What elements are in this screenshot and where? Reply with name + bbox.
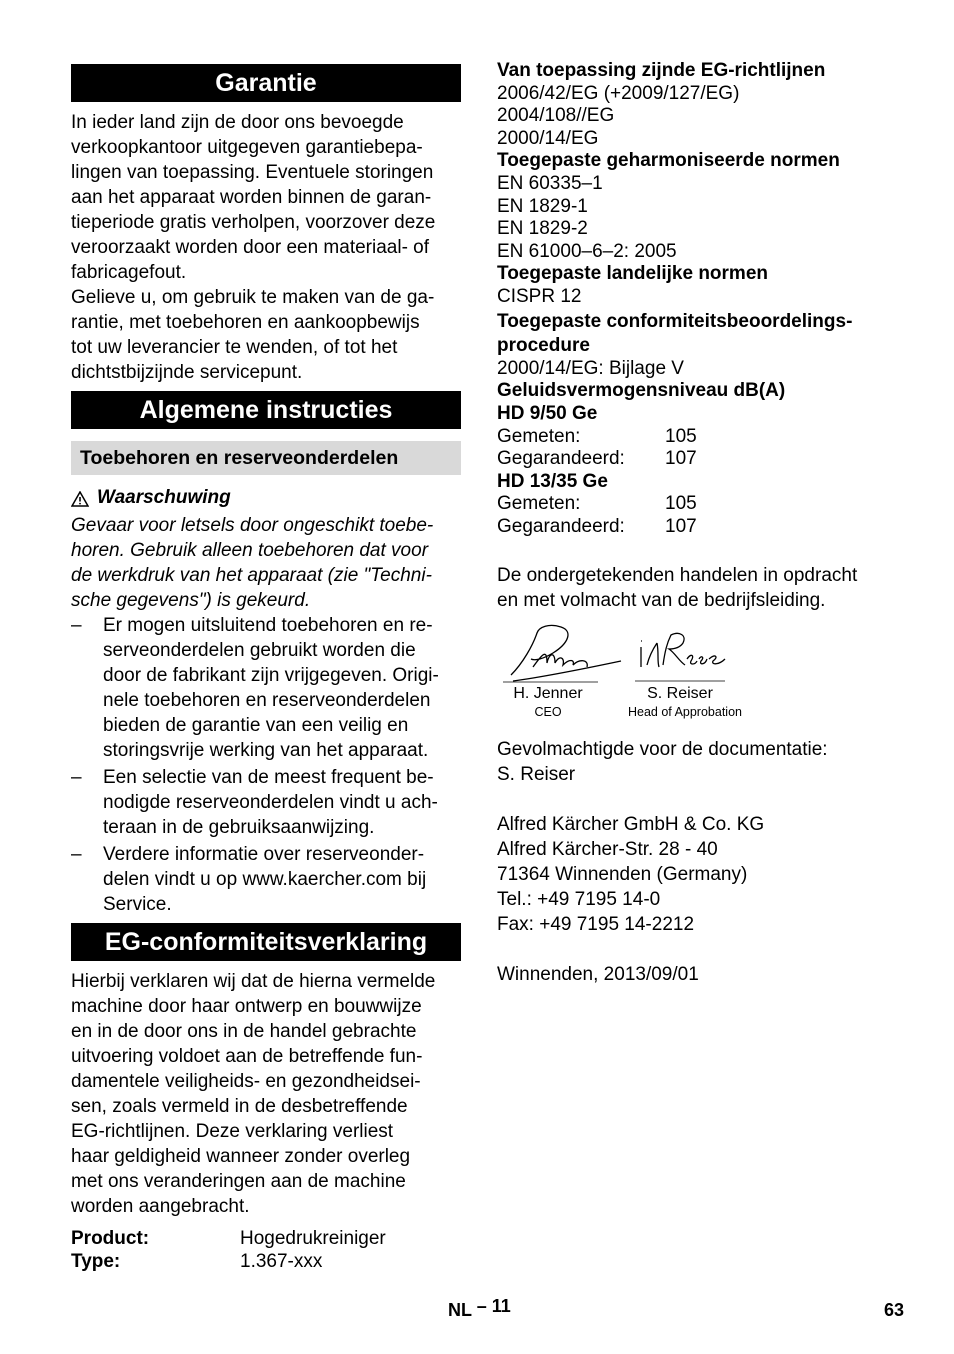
guaranteed-value: 107 xyxy=(665,448,697,470)
text-line: en met volmacht van de bedrijfsleiding. xyxy=(497,590,826,612)
left-column xyxy=(71,64,461,1273)
signature-reiser-icon xyxy=(635,629,731,683)
text-line: De ondergetekenden handelen in opdracht xyxy=(497,565,858,587)
text-line: aan het apparaat worden binnen de garan- xyxy=(71,187,432,208)
dash-mark: – xyxy=(71,615,82,636)
signer2-role: Head of Approbation xyxy=(628,705,742,720)
warning-triangle-icon xyxy=(71,489,91,507)
text-line: Alfred Kärcher-Str. 28 - 40 xyxy=(497,839,718,861)
procedure-heading: Toegepaste conformiteitsbeoordelings- xyxy=(497,310,853,332)
warning-text xyxy=(71,513,461,613)
dash-mark: – xyxy=(71,844,82,865)
type-row xyxy=(71,1250,461,1273)
procedure-item: 2000/14/EG: Bijlage V xyxy=(497,357,684,379)
text-line: horen. Gebruik alleen toebehoren dat voor xyxy=(71,540,429,561)
text-line: sen, zoals vermeld in de desbetreffende xyxy=(71,1096,408,1117)
signature-block xyxy=(497,623,917,719)
signer2-name: S. Reiser xyxy=(647,685,713,703)
signer1-role: CEO xyxy=(534,705,562,720)
measured-label: Gemeten: xyxy=(497,425,581,447)
text-line: verkoopkantoor uitgegeven garantiebepa- xyxy=(71,137,423,158)
place-date: Winnenden, 2013/09/01 xyxy=(497,964,699,986)
text-line: fabricagefout. xyxy=(71,262,187,283)
measured-row xyxy=(497,493,917,516)
product-row xyxy=(71,1227,461,1250)
text-line: Gelieve u, om gebruik te maken van de ga- xyxy=(71,287,435,308)
text-line: haar geldigheid wanneer zonder overleg xyxy=(71,1146,411,1167)
text-line: sche gegevens") is gekeurd. xyxy=(71,590,311,611)
right-column xyxy=(497,60,917,987)
signers-intro xyxy=(497,563,917,613)
normen-heading: Toegepaste geharmoniseerde normen xyxy=(497,150,840,172)
guaranteed-row xyxy=(497,516,917,539)
text-line: uitvoering voldoet aan de betreffende fun- xyxy=(71,1046,423,1067)
text-line: en in de door ons in de handel gebrachte xyxy=(71,1021,417,1042)
heading-algemene-instructies: Algemene instructies xyxy=(71,391,461,429)
product-label: Product: xyxy=(71,1228,150,1249)
measured-value: 105 xyxy=(665,425,697,447)
address-block xyxy=(497,812,917,937)
dash-mark: – xyxy=(71,767,82,788)
text-line: Een selectie van de meest frequent be- xyxy=(103,767,434,788)
footer-lang: NL xyxy=(448,1300,472,1320)
text-line: bieden de garantie van een veilig en xyxy=(103,715,409,736)
documentation-block xyxy=(497,737,917,787)
text-line: Er mogen uitsluitend toebehoren en re- xyxy=(103,615,433,636)
text-line: lingen van toepassing. Eventuele storingen xyxy=(71,162,434,183)
procedure-heading-cont: procedure xyxy=(497,335,590,357)
list-item xyxy=(71,842,461,917)
signature-jenner-icon xyxy=(503,623,627,683)
footer-page-number: 63 xyxy=(884,1300,905,1320)
text-line: nele toebehoren en reserveonderdelen xyxy=(103,690,431,711)
text-line: dichtstbijzijnde servicepunt. xyxy=(71,362,303,383)
model-name: HD 13/35 Ge xyxy=(497,470,608,492)
text-line: de werkdruk van het apparaat (zie "Techni- xyxy=(71,565,432,586)
text-line: delen vindt u op www.kaercher.com bij xyxy=(103,869,427,890)
measured-label: Gemeten: xyxy=(497,493,581,515)
text-line: damentele veiligheids- en gezondheidsei- xyxy=(71,1071,421,1092)
type-value: 1.367-xxx xyxy=(240,1251,323,1272)
text-line: door de fabrikant zijn vrijgegeven. Origi- xyxy=(103,665,439,686)
text-line: Service. xyxy=(103,894,172,915)
measured-value: 105 xyxy=(665,493,697,515)
guaranteed-row xyxy=(497,448,917,471)
text-line: tot uw leverancier te wenden, of tot het xyxy=(71,337,398,358)
norm-item: EN 1829-1 xyxy=(497,195,588,217)
text-line: S. Reiser xyxy=(497,764,576,786)
text-line: Verdere informatie over reserveonder- xyxy=(103,844,425,865)
landelijk-item: CISPR 12 xyxy=(497,285,582,307)
text-line: nodigde reserveonderdelen vindt u ach- xyxy=(103,792,438,813)
geluid-heading: Geluidsvermogensniveau dB(A) xyxy=(497,380,786,402)
text-line: Fax: +49 7195 14-2212 xyxy=(497,914,695,936)
subheading-toebehoren: Toebehoren en reserveonderdelen xyxy=(71,441,461,475)
norm-item: EN 60335–1 xyxy=(497,172,603,194)
measured-row xyxy=(497,426,917,449)
norm-item: EN 1829-2 xyxy=(497,218,588,240)
norm-item: EN 61000–6–2: 2005 xyxy=(497,240,677,262)
text-line: Gevaar voor letsels door ongeschikt toebe- xyxy=(71,515,434,536)
richtlijn-item: 2004/108//EG xyxy=(497,105,615,127)
eg-text xyxy=(71,969,461,1219)
text-line: veroorzaakt worden door een materiaal- of xyxy=(71,237,430,258)
heading-eg-conformiteitsverklaring: EG-conformiteitsverklaring xyxy=(71,923,461,961)
text-line: In ieder land zijn de door ons bevoegde xyxy=(71,112,404,133)
text-line: machine door haar ontwerp en bouwwijze xyxy=(71,996,422,1017)
guaranteed-label: Gegarandeerd: xyxy=(497,448,625,470)
footer-section-page: – 11 xyxy=(476,1296,511,1316)
richtlijn-item: 2000/14/EG xyxy=(497,127,599,149)
warning-heading xyxy=(71,485,461,510)
text-line: 71364 Winnenden (Germany) xyxy=(497,864,748,886)
heading-garantie: Garantie xyxy=(71,64,461,102)
text-line: Tel.: +49 7195 14-0 xyxy=(497,889,661,911)
model-name: HD 9/50 Ge xyxy=(497,402,598,424)
text-line: met ons veranderingen aan de machine xyxy=(71,1171,406,1192)
signer1-name: H. Jenner xyxy=(513,685,583,703)
list-item xyxy=(71,765,461,840)
product-value: Hogedrukreiniger xyxy=(240,1228,386,1249)
footer-page-label xyxy=(448,1298,511,1323)
list-item xyxy=(71,613,461,763)
text-line: Gevolmachtigde voor de documentatie: xyxy=(497,739,828,761)
bullet-list xyxy=(71,613,461,917)
landelijk-heading: Toegepaste landelijke normen xyxy=(497,263,769,285)
text-line: EG-richtlijnen. Deze verklaring verliest xyxy=(71,1121,394,1142)
guaranteed-value: 107 xyxy=(665,515,697,537)
text-line: teraan in de gebruiksaanwijzing. xyxy=(103,817,375,838)
text-line: worden aangebracht. xyxy=(71,1196,250,1217)
type-label: Type: xyxy=(71,1251,121,1272)
text-line: tieperiode gratis verholpen, voorzover deze xyxy=(71,212,436,233)
richtlijn-item: 2006/42/EG (+2009/127/EG) xyxy=(497,82,740,104)
text-line: rantie, met toebehoren en aankoopbewijs xyxy=(71,312,420,333)
guaranteed-label: Gegarandeerd: xyxy=(497,515,625,537)
text-line: Alfred Kärcher GmbH & Co. KG xyxy=(497,814,765,836)
product-table xyxy=(71,1227,461,1273)
warning-label: Waarschuwing xyxy=(97,487,231,508)
text-line: serveonderdelen gebruikt worden die xyxy=(103,640,416,661)
text-line: Hierbij verklaren wij dat de hierna vermelde xyxy=(71,971,436,992)
text-line: storingsvrije werking van het apparaat. xyxy=(103,740,429,761)
garantie-text xyxy=(71,110,461,385)
richtlijnen-heading: Van toepassing zijnde EG-richtlijnen xyxy=(497,60,826,81)
